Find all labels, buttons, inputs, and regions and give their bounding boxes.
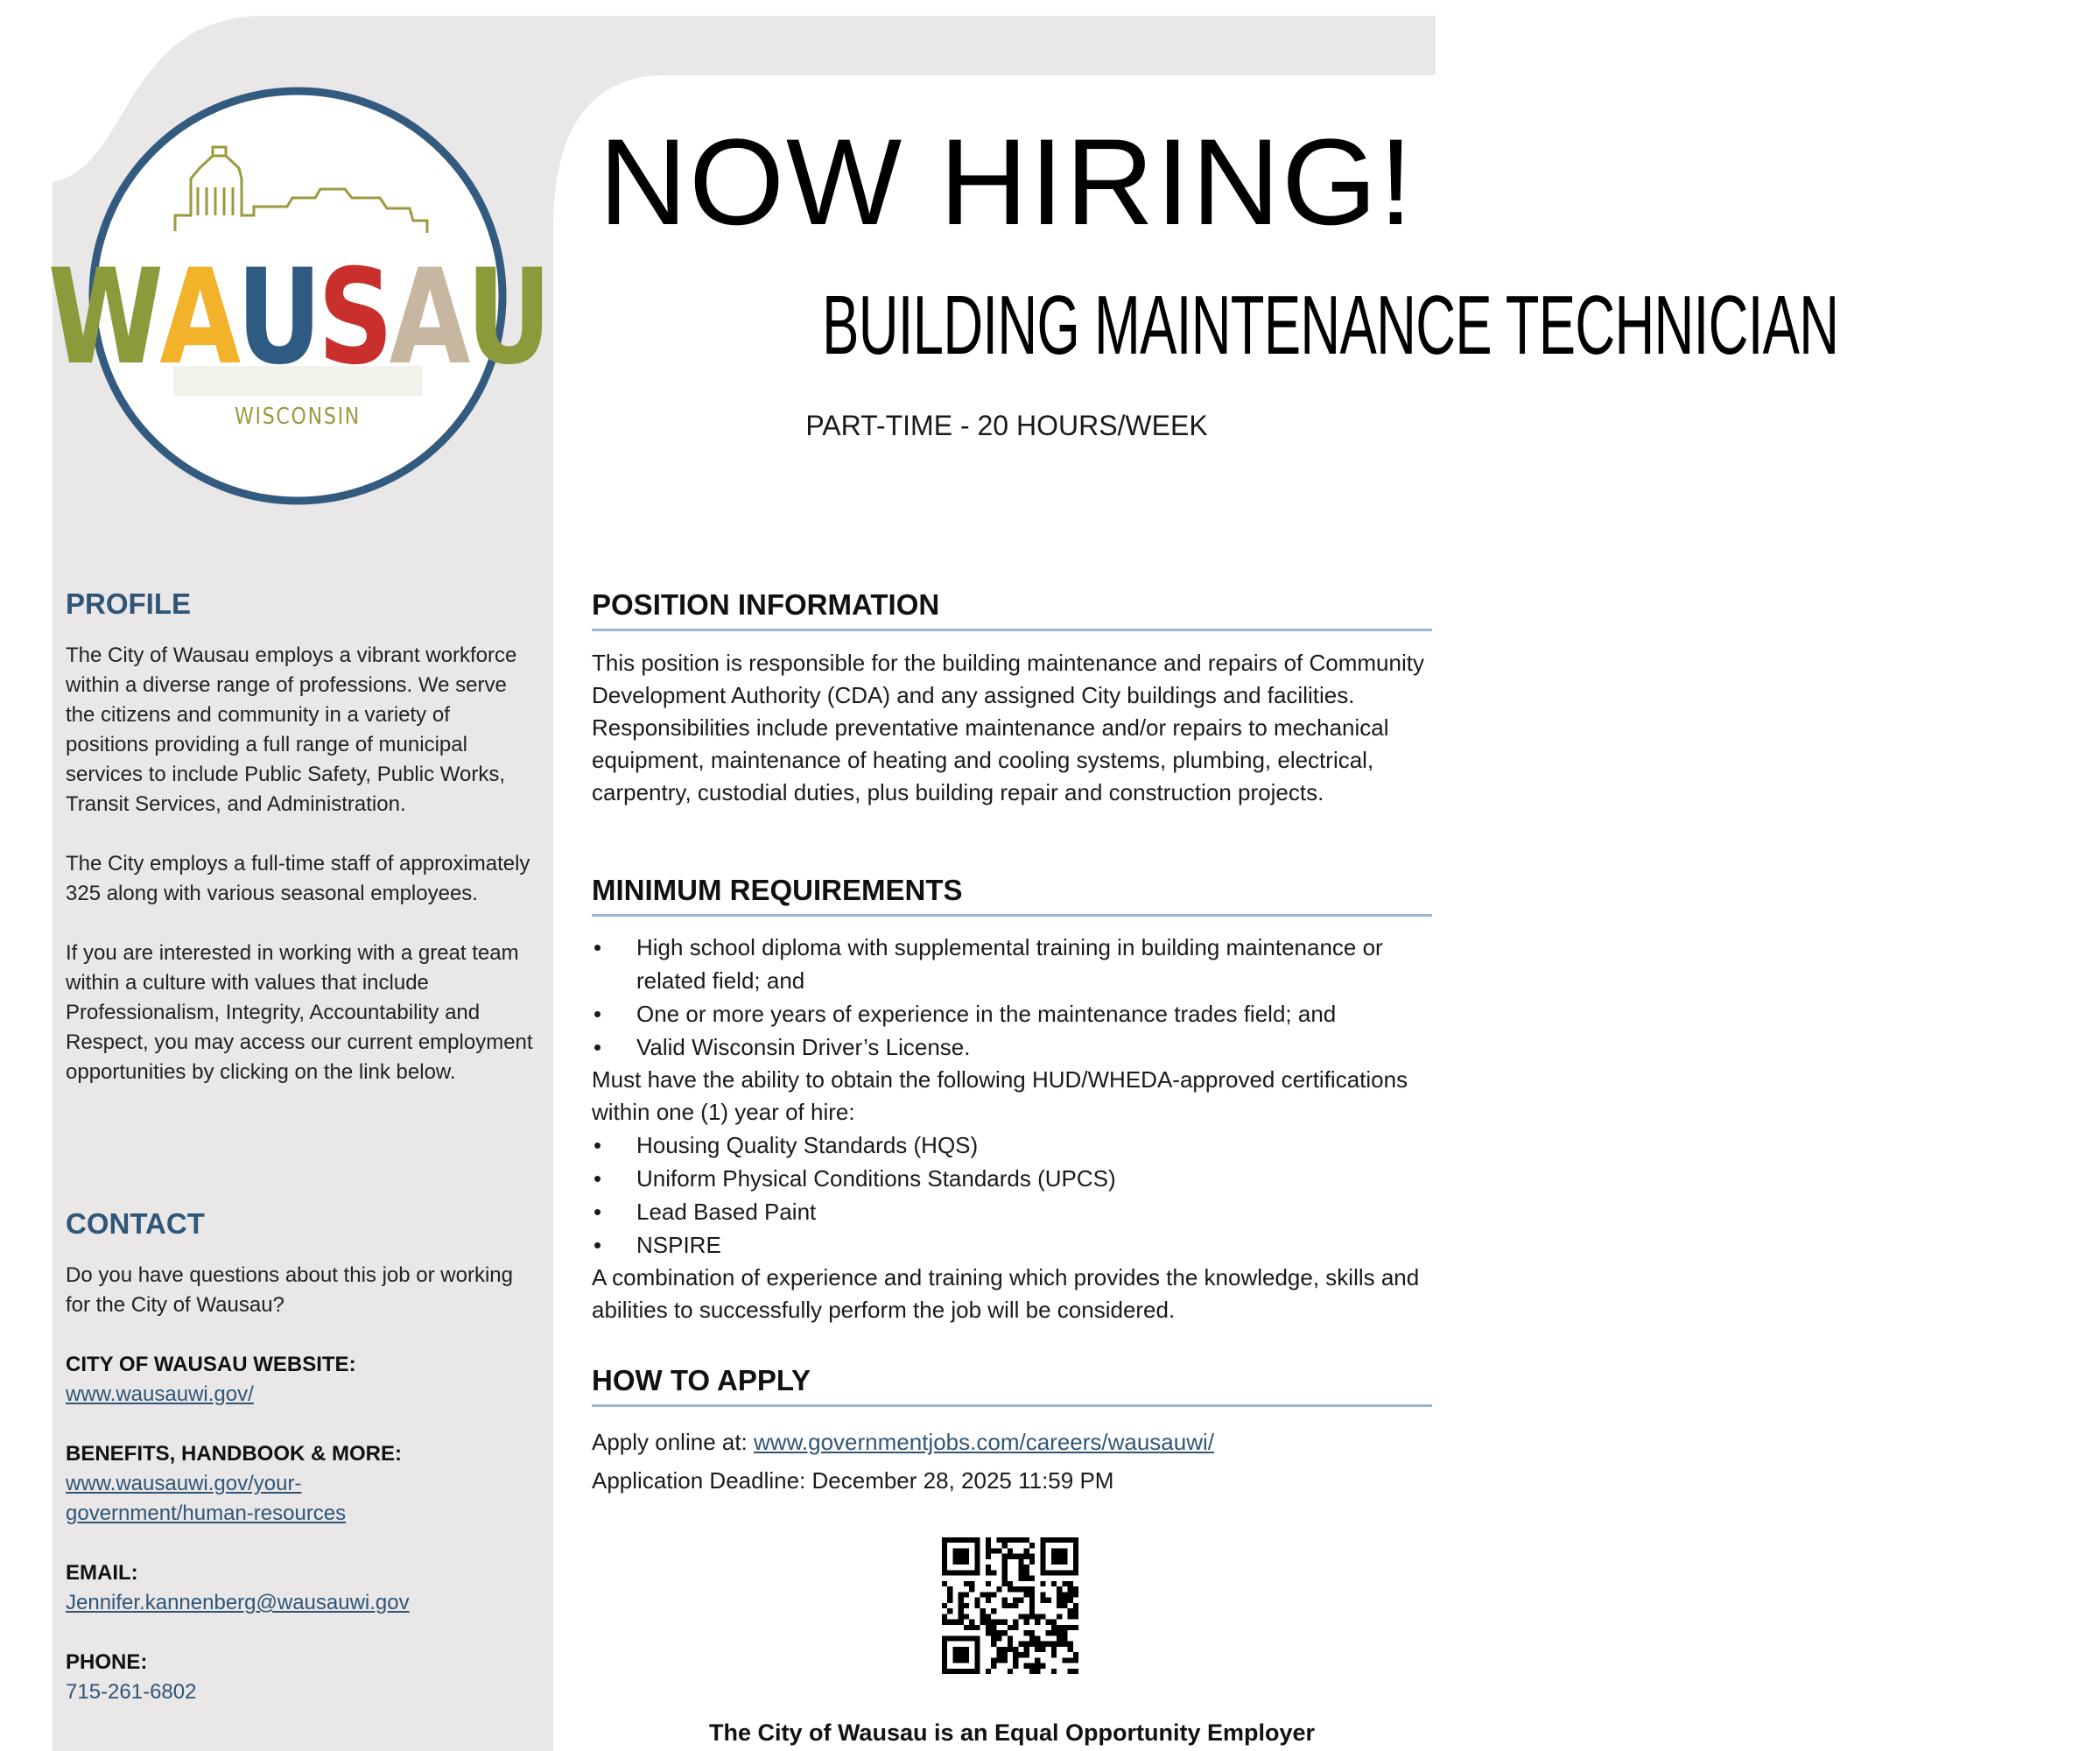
contact-section: [66, 1206, 538, 1707]
logo-wordmark: WAUSAU: [47, 241, 548, 395]
position-section: [592, 587, 1432, 809]
logo-state: WISCONSIN: [234, 403, 362, 430]
requirements-heading: MINIMUM REQUIREMENTS: [592, 872, 1432, 917]
profile-heading: PROFILE: [66, 587, 192, 620]
city-logo: [47, 84, 548, 508]
job-title-text: BUILDING MAINTENANCE TECHNICIAN: [822, 278, 1839, 372]
apply-prefix: Apply online at:: [592, 1429, 755, 1455]
requirement-item: • Valid Wisconsin Driver’s License.: [592, 1030, 1432, 1064]
benefits-label: BENEFITS, HANDBOOK & MORE:: [66, 1442, 402, 1466]
website-label: CITY OF WAUSAU WEBSITE:: [66, 1353, 356, 1376]
requirements-section: [592, 872, 1432, 1326]
apply-line: [592, 1423, 1432, 1461]
certifications-intro: Must have the ability to obtain the following HUD/WHEDA-approved certifications within one (1) year of hire:: [592, 1066, 1408, 1125]
requirement-item: • One or more years of experience in the maintenance trades field; and: [592, 997, 1432, 1030]
certification-item: • Housing Quality Standards (HQS): [592, 1129, 1432, 1162]
contact-intro: Do you have questions about this job or working for the City of Wausau?: [66, 1263, 513, 1317]
phone-label: PHONE:: [66, 1650, 148, 1674]
job-title: [560, 278, 1839, 372]
deadline: Application Deadline: December 28, 2025 11:59 PM: [592, 1467, 1114, 1494]
requirements-list: [592, 931, 1432, 1064]
profile-paragraph-3: If you are interested in working with a great team within a culture with values that include Professionalism, Integrity, Accountability and Respect, you may access our current employment opportunities by clicking on the link below.: [66, 941, 533, 1084]
benefits-link-line1[interactable]: www.wausauwi.gov/your-: [66, 1472, 302, 1495]
profile-paragraph-2: The City employs a full-time staff of approximately 325 along with various seasonal employees.: [66, 852, 530, 905]
email-link[interactable]: Jennifer.kannenberg@wausauwi.gov: [66, 1591, 410, 1614]
qr-code: [942, 1537, 1078, 1674]
equal-opportunity-statement: The City of Wausau is an Equal Opportunity Employer: [708, 1719, 1316, 1746]
website-link[interactable]: www.wausauwi.gov/: [66, 1382, 254, 1406]
combination-text: A combination of experience and training which provides the knowledge, skills and abilities to successfully perform the job will be considered.: [592, 1264, 1420, 1323]
profile-paragraph-1: The City of Wausau employs a vibrant workforce within a diverse range of professions. We serve the citizens and community in a variety of positions providing a full range of municipal services to include Public Safety, Public Works, Transit Services, and Administration.: [66, 643, 517, 816]
headline: NOW HIRING!: [599, 113, 1415, 250]
profile-section: [66, 587, 538, 1087]
certification-item: • Uniform Physical Conditions Standards (UPCS): [592, 1162, 1432, 1195]
phone-value: 715-261-6802: [66, 1680, 197, 1704]
apply-link[interactable]: www.governmentjobs.com/careers/wausauwi/: [754, 1429, 1215, 1455]
apply-heading: HOW TO APPLY: [592, 1362, 1432, 1407]
contact-heading: CONTACT: [66, 1207, 205, 1240]
position-text: This position is responsible for the building maintenance and repairs of Community Development Authority (CDA) and any assigned City buildings and facilities. Responsibilities include preventative maintenance and/or repairs to mechanical equipment, maintenance of heating and cooling systems, plumbing, electrical, carpentry, custodial duties, plus building repair and construction projects.: [592, 650, 1424, 805]
certification-item: • NSPIRE: [592, 1228, 1432, 1262]
certification-item: • Lead Based Paint: [592, 1195, 1432, 1228]
apply-section: [592, 1362, 1432, 1500]
requirement-item: • High school diploma with supplemental training in building maintenance or related field; and: [592, 931, 1432, 997]
schedule: PART-TIME - 20 HOURS/WEEK: [805, 410, 1208, 441]
email-label: EMAIL:: [66, 1561, 138, 1585]
benefits-link-line2[interactable]: government/human-resources: [66, 1501, 347, 1525]
certifications-list: [592, 1129, 1432, 1262]
position-heading: POSITION INFORMATION: [592, 587, 1432, 631]
